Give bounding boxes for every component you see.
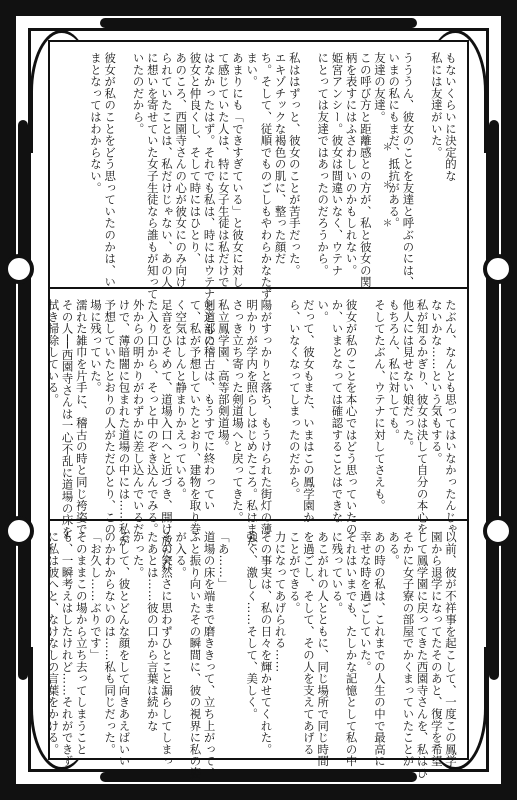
text-line: 力になってあげられる……: [273, 531, 288, 673]
text-line: その突然さに思わずひとこと漏らしてしまっ: [160, 531, 174, 767]
text-line: に残っている。: [330, 531, 345, 614]
frame-right-vine: [489, 120, 499, 680]
text-line: 園から退学になってたそのあと、復学を希望: [429, 531, 444, 767]
text-line: 剣道部の稽古は、もうすでに終わってい: [202, 299, 217, 512]
text-line: それはいまでも、たしかな記憶として私の中: [344, 531, 359, 767]
frame-left-vine: [18, 120, 28, 680]
text-line: この呼び方と距離感との方が、私と彼女の関: [358, 52, 373, 288]
text-line: はなかったはず。それでも私は、時にはウテナとともに: [202, 52, 217, 347]
text-line: 「あ……」: [216, 531, 231, 590]
text-line: ないかな……という気もする。: [429, 299, 444, 465]
frame-knot: [4, 254, 34, 284]
text-line: 私には友達がいた。: [429, 52, 444, 159]
text-line: あまりにも「できすぎている」と彼女に対し: [231, 52, 245, 288]
text-line: に私は彼へと、なけなしの言葉をかける。: [46, 531, 61, 756]
text-line: が入る。: [174, 531, 189, 579]
text-line: まい。: [245, 52, 260, 88]
text-line: を過ごし、そして、その人を支えてあげる: [302, 531, 316, 756]
text-line: も、一瞬考えはしたけれど……それができず: [60, 531, 75, 767]
text-line: 柄を表すにはふさわしいのかもしれない。: [344, 52, 359, 277]
text-line: もないくらいに決定的な: [444, 52, 458, 182]
text-line: 姫宮アンシー。彼女は間違いなく、ウテナ: [330, 52, 345, 277]
text-line: 私が知るかぎり、彼女は決して自分の本心を: [415, 299, 430, 535]
text-line: 以前、彼が不祥事を起こして、一度この鳳学: [444, 531, 458, 767]
text-line: にとっては友達ではあったのだろうから。: [316, 52, 331, 277]
text-line: て、私が予想していたとおり、建物を取り巻: [188, 299, 203, 535]
text-line: 強く、激しく……そして、美しく。: [245, 531, 260, 720]
text-line: 場に残っていた。: [89, 299, 103, 394]
frame-bottom-vine: [100, 772, 417, 782]
text-line: そして、彼とどんな顔をして向きあえばいい: [117, 531, 132, 767]
text-line: 彼女と仲良くし、そして時にはひとり、: [188, 52, 203, 265]
text-line: いまの私にもまだ、抵抗がある。: [387, 52, 402, 229]
text-line: 予想していたとおりの人がただひとり、この: [103, 299, 118, 535]
text-line: まとなってはわからない。: [89, 52, 103, 194]
text-line: そのままこの場から立ち去ってしまうこと: [74, 531, 89, 756]
text-line: その事実は、私の日々を輝かせてくれた。: [259, 531, 274, 756]
text-line: もちろん、私に対しても。: [387, 299, 402, 441]
text-line: ふと振り向いたその瞬間に、彼の視界に私の姿: [188, 531, 203, 779]
text-line: く空気はしんと静まりかえっている。: [174, 299, 189, 500]
text-line: 彼女が私のことを本心ではどう思っていたの: [344, 299, 359, 535]
text-line: た入り口から、そっと中のぞき込んでみる。: [145, 299, 160, 535]
text-line: 明かりが学内を照らしはじめたころ。私はまた、: [245, 299, 260, 559]
text-line: か、いまとなっては確認することはできな: [330, 299, 345, 524]
text-line: かった。: [131, 531, 146, 579]
text-line: たぶん、なんとも思ってはいなかったんじゃ: [444, 299, 458, 535]
text-line: ち。そして、従順でものごしもやわらかなたず: [259, 52, 274, 300]
frame-knot: [483, 254, 513, 284]
text-line: 外からの明かりがわずかに差し込んでいるだ: [131, 299, 146, 535]
text-line: して鳳学園に戻ってきた西園寺さんを、私はひ: [415, 531, 430, 779]
text-line: 彼女が私のことをどう思っていたのかは、い: [103, 52, 118, 288]
text-line: 友達の友達。: [373, 52, 387, 123]
text-line: 私ははずっと、彼女のことが苦手だった。: [287, 52, 302, 277]
text-line: その人──西園寺さんは一心不乱に道場の床を: [60, 299, 75, 538]
text-line: い。: [316, 299, 331, 323]
text-line: エキゾチックな褐色の肌に、整った顔だ: [273, 52, 288, 265]
text-line: そしてたぶん、ウテナに対してさえも。: [373, 299, 387, 512]
text-line: たあとは……彼の口から言葉は続かな: [145, 531, 160, 732]
text-line: 道場の床を端まで磨ききって、立ち上がって、: [202, 531, 217, 779]
frame-top-vine: [100, 18, 417, 28]
text-line: 幸せな時を過ごしていた。: [358, 531, 373, 673]
text-line: 陽がすっかりと落ち、もうけられた街灯の薄: [259, 299, 274, 535]
text-line: られていたことは、私だけじゃない、あの人: [160, 52, 174, 288]
text-line: 拭き掃除している。: [46, 299, 61, 406]
text-line: ら、いなくなってしまったのだから。: [287, 299, 302, 500]
text-line: さっき立ち寄った剣道場へと戻ってきた。: [231, 299, 245, 524]
section-break-stars: ＊＊＊: [380, 142, 391, 256]
text-line: 「お久し……ぶりです」: [89, 531, 103, 661]
frame-knot: [4, 516, 34, 546]
text-line: 足音をひそめて、道場入口へと近づき、開け放たれ: [160, 299, 174, 571]
text-line: けで、薄暗闇に包まれた道場の中には……私が: [117, 299, 132, 547]
text-line: ことができる。: [287, 531, 302, 614]
text-line: ある。: [387, 531, 402, 567]
text-panel: [46, 40, 469, 779]
text-line: いたのだから。: [131, 52, 146, 135]
text-line: だって、彼女もまた、いまはこの鳳学園か: [302, 299, 316, 524]
text-line: 私立鳳学園、高等部剣道場。: [216, 299, 231, 453]
text-line: そかに女子寮の部屋でかくまっていたことが: [401, 531, 416, 767]
text-line: あの時の私は、これまでの人生の中で最高に: [373, 531, 387, 767]
text-line: 他人には見せない娘だった。: [401, 299, 416, 453]
text-band-bottom: [46, 519, 467, 779]
text-line: のかわからないのは……私も同じだった。: [103, 531, 118, 756]
text-line: うううん、彼女のことを友達と呼ぶのには、: [401, 52, 416, 288]
text-line: あこがれの人とともに、同じ場所で同じ時間: [316, 531, 331, 767]
frame-knot: [483, 516, 513, 546]
text-line: あのころ、西園寺さんの心が彼女にのみ向け: [174, 52, 189, 288]
text-line: に想いを寄せていた女子生徒なら誰もが知って: [145, 52, 160, 300]
text-line: て感じていた人は、特に女子生徒は私だけで: [216, 52, 231, 288]
text-line: 濡れた雑巾を片手に、稽古の時と同じ袴姿で: [74, 299, 89, 535]
